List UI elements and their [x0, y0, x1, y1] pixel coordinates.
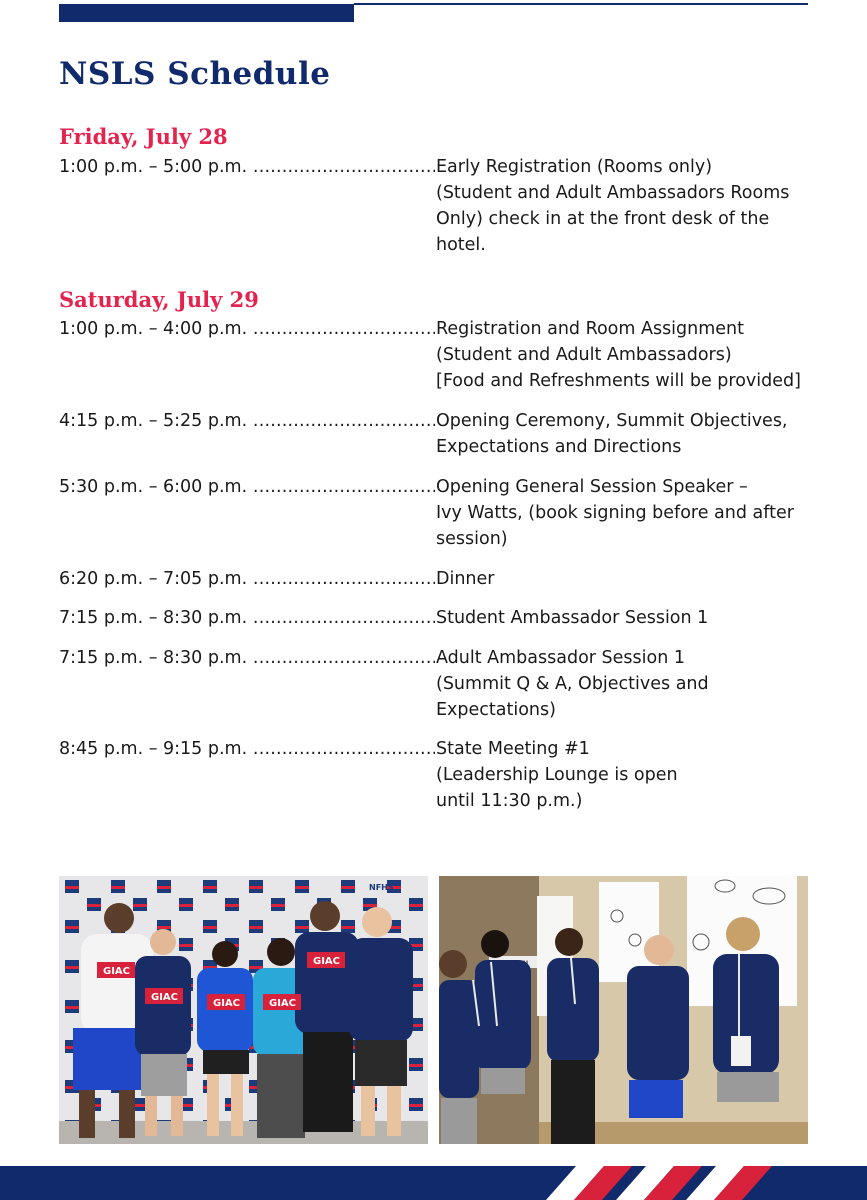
footer-stripes: [0, 1166, 867, 1200]
event-line: Registration and Room Assignment: [436, 319, 745, 339]
day-heading-friday: Friday, July 28: [59, 124, 228, 149]
event-line: hotel.: [436, 235, 486, 255]
event-time: 6:20 p.m. – 7:05 p.m. .....: [59, 566, 435, 592]
event-line: (Leadership Lounge is open: [436, 765, 678, 785]
shirt-logo-text: GIAC: [313, 956, 341, 967]
event-line: [Food and Refreshments will be provided]: [436, 371, 801, 391]
event-description: [436, 154, 806, 258]
event-description: [436, 645, 806, 723]
event-line: Student Ambassador Session 1: [436, 608, 709, 628]
backdrop-logo-text: NFHS: [369, 883, 394, 892]
event-description: [436, 605, 806, 631]
event-time: 7:15 p.m. – 8:30 p.m. .....: [59, 605, 435, 631]
event-line: Ivy Watts, (book signing before and after: [436, 503, 794, 523]
header-rule: [354, 3, 808, 5]
event-time: 4:15 p.m. – 5:25 p.m. .....: [59, 408, 435, 434]
group-photo: [59, 876, 428, 1144]
event-line: Opening General Session Speaker –: [436, 477, 748, 497]
shirt-logo-text: GIAC: [151, 992, 179, 1003]
event-line: Dinner: [436, 569, 495, 589]
event-description: [436, 736, 806, 814]
event-line: until 11:30 p.m.): [436, 791, 583, 811]
shirt-logo-text: GIAC: [103, 966, 131, 977]
event-time: 1:00 p.m. – 5:00 p.m. .....: [59, 154, 435, 180]
event-line: (Summit Q & A, Objectives and: [436, 674, 709, 694]
event-description: [436, 408, 806, 460]
event-time: 8:45 p.m. – 9:15 p.m. .....: [59, 736, 435, 762]
event-line: (Student and Adult Ambassadors): [436, 345, 732, 365]
day-heading-saturday: Saturday, July 29: [59, 287, 259, 312]
event-line: Adult Ambassador Session 1: [436, 648, 685, 668]
event-line: Opening Ceremony, Summit Objectives,: [436, 411, 788, 431]
header-accent-bar: [59, 4, 354, 22]
event-time: 5:30 p.m. – 6:00 p.m. .....: [59, 474, 435, 500]
page-title: NSLS Schedule: [59, 56, 331, 92]
event-line: State Meeting #1: [436, 739, 590, 759]
shirt-logo-text: GIAC: [213, 998, 241, 1009]
footer-band: [0, 1166, 867, 1200]
shirt-logo-text: GIAC: [269, 998, 297, 1009]
event-description: [436, 316, 806, 394]
event-line: Only) check in at the front desk of the: [436, 209, 770, 229]
event-line: Expectations and Directions: [436, 437, 682, 457]
activity-photo: [439, 876, 808, 1144]
event-line: session): [436, 529, 508, 549]
event-description: [436, 566, 806, 592]
event-description: [436, 474, 806, 552]
event-line: Early Registration (Rooms only): [436, 157, 713, 177]
event-line: Expectations): [436, 700, 556, 720]
event-line: (Student and Adult Ambassadors Rooms: [436, 183, 790, 203]
event-time: 7:15 p.m. – 8:30 p.m. .....: [59, 645, 435, 671]
event-time: 1:00 p.m. – 4:00 p.m. .....: [59, 316, 435, 342]
